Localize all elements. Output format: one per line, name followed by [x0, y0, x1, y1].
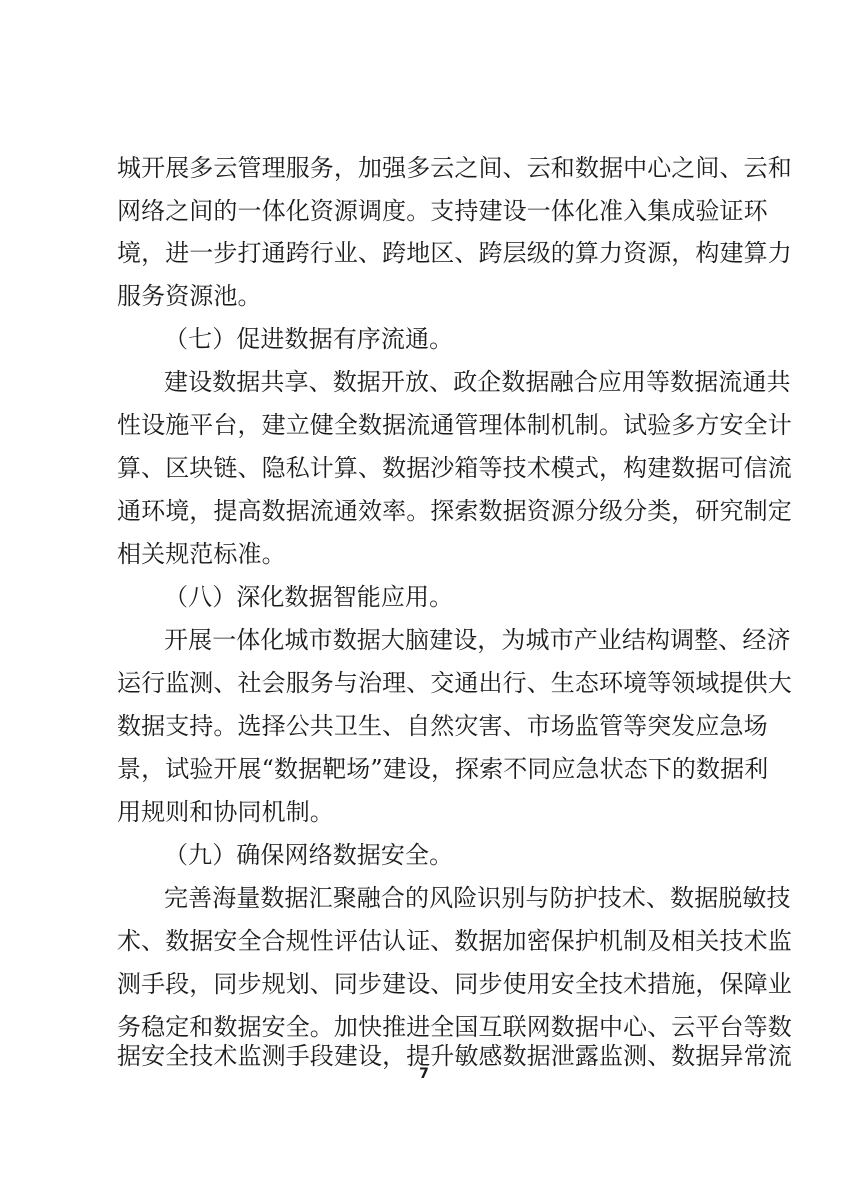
- body-text-line: 服务资源池。: [117, 282, 262, 310]
- body-text-line: 据安全技术监测手段建设，提升敏感数据泄露监测、数据异常流: [117, 1042, 792, 1070]
- section-heading: （八）深化数据智能应用。: [164, 583, 454, 611]
- section-heading: （九）确保网络数据安全。: [164, 841, 454, 869]
- body-text-line: 相关规范标准。: [117, 540, 286, 568]
- body-text-line: 运行监测、社会服务与治理、交通出行、生态环境等领域提供大: [117, 669, 792, 697]
- body-text-line: 完善海量数据汇聚融合的风险识别与防护技术、数据脱敏技: [164, 884, 791, 912]
- body-text-line: 性设施平台，建立健全数据流通管理体制机制。试验多方安全计: [117, 411, 792, 439]
- body-text-line: 数据支持。选择公共卫生、自然灾害、市场监管等突发应急场: [117, 712, 768, 740]
- body-text-line: 务稳定和数据安全。加快推进全国互联网数据中心、云平台等数: [117, 1013, 792, 1041]
- body-text-line: 算、区块链、隐私计算、数据沙箱等技术模式，构建数据可信流: [117, 454, 792, 482]
- body-text-line: 境，进一步打通跨行业、跨地区、跨层级的算力资源，构建算力: [117, 239, 792, 267]
- body-text-line: 术、数据安全合规性评估认证、数据加密保护机制及相关技术监: [117, 927, 792, 955]
- body-text-line: 用规则和协同机制。: [117, 798, 334, 826]
- page-number: 7: [419, 1066, 429, 1082]
- body-text-line: 城开展多云管理服务，加强多云之间、云和数据中心之间、云和: [117, 154, 792, 182]
- body-text-line: 景，试验开展“数据靶场”建设，探索不同应急状态下的数据利: [117, 755, 769, 783]
- section-heading: （七）促进数据有序流通。: [164, 325, 454, 353]
- body-text-line: 通环境，提高数据流通效率。探索数据资源分级分类，研究制定: [117, 497, 792, 525]
- body-text-line: 测手段，同步规划、同步建设、同步使用安全技术措施，保障业: [117, 970, 792, 998]
- body-text-line: 网络之间的一体化资源调度。支持建设一体化准入集成验证环: [117, 197, 768, 225]
- body-text-line: 开展一体化城市数据大脑建设，为城市产业结构调整、经济: [164, 626, 791, 654]
- body-text-line: 建设数据共享、数据开放、政企数据融合应用等数据流通共: [164, 368, 791, 396]
